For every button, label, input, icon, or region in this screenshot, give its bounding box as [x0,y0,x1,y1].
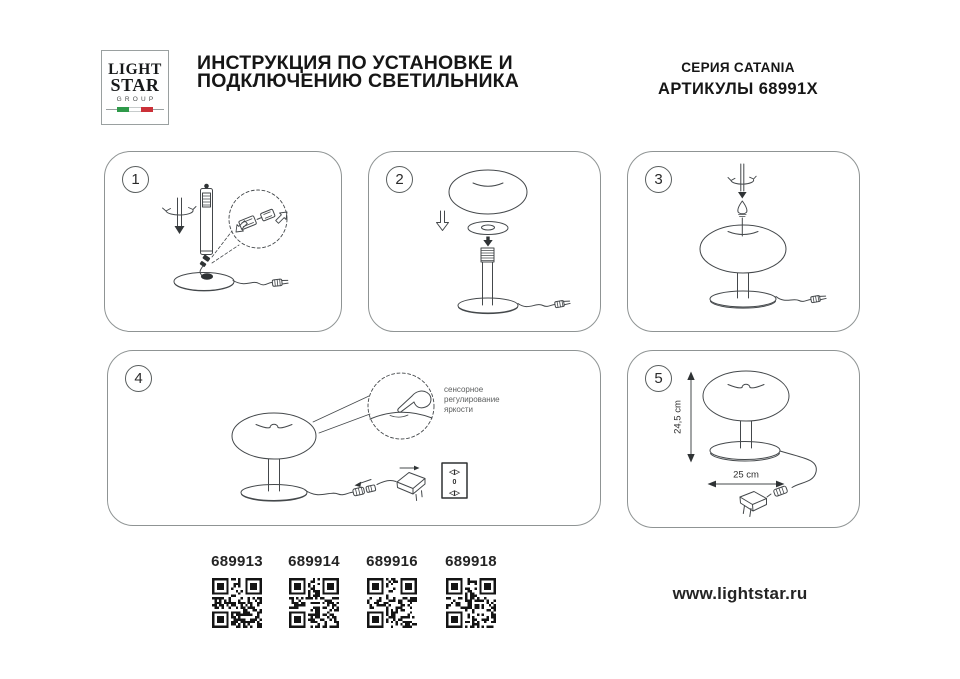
width-dimension-label: 25 cm [733,469,759,481]
qr-code [289,578,339,628]
sensor-note-line1: сенсорное [444,385,484,394]
step-panel-3 [627,151,860,332]
socket-icon-row2: 0 [452,479,457,486]
sensor-note-line3: яркости [444,405,473,414]
article-column [210,553,264,628]
socket-icon-row1: ◁▷ [449,469,460,476]
series-block [628,60,848,99]
sensor-note-line2: регулирование [444,395,500,404]
qr-code [212,578,262,628]
article-column [444,553,498,628]
socket-icon-row3: ◁▷ [449,490,460,497]
logo-word-star: STAR [110,75,160,96]
page-title-line1: ИНСТРУКЦИЯ ПО УСТАНОВКЕ И [197,52,513,74]
step-4-illustration [108,351,600,525]
lightstar-logo [101,50,169,125]
step-panel-4 [107,350,601,526]
page-title-line2: ПОДКЛЮЧЕНИЮ СВЕТИЛЬНИКА [197,69,520,92]
article-number: 689916 [366,553,418,570]
step-panel-1 [104,151,342,332]
step-number-badge: 4 [125,365,152,392]
step-number-badge: 1 [122,166,149,193]
article-column [365,553,419,628]
step-panel-2 [368,151,601,332]
page-title [197,52,520,92]
step-panel-5 [627,350,860,528]
italy-flag-icon [106,106,164,112]
article-number: 689913 [211,553,263,570]
step-number-badge: 2 [386,166,413,193]
logo-word-light: LIGHT [108,60,162,78]
article-number: 689918 [445,553,497,570]
articles-code: АРТИКУЛЫ 68991X [658,80,818,98]
height-dimension-label: 24,5 cm [672,400,684,434]
logo-word-group: GROUP [116,96,157,104]
series-name: СЕРИЯ CATANIA [681,60,795,75]
step-number-badge: 3 [645,166,672,193]
qr-code [367,578,417,628]
article-number: 689914 [288,553,340,570]
step-number-badge: 5 [645,365,672,392]
website-url: www.lightstar.ru [672,584,808,603]
qr-code [446,578,496,628]
article-column [287,553,341,628]
